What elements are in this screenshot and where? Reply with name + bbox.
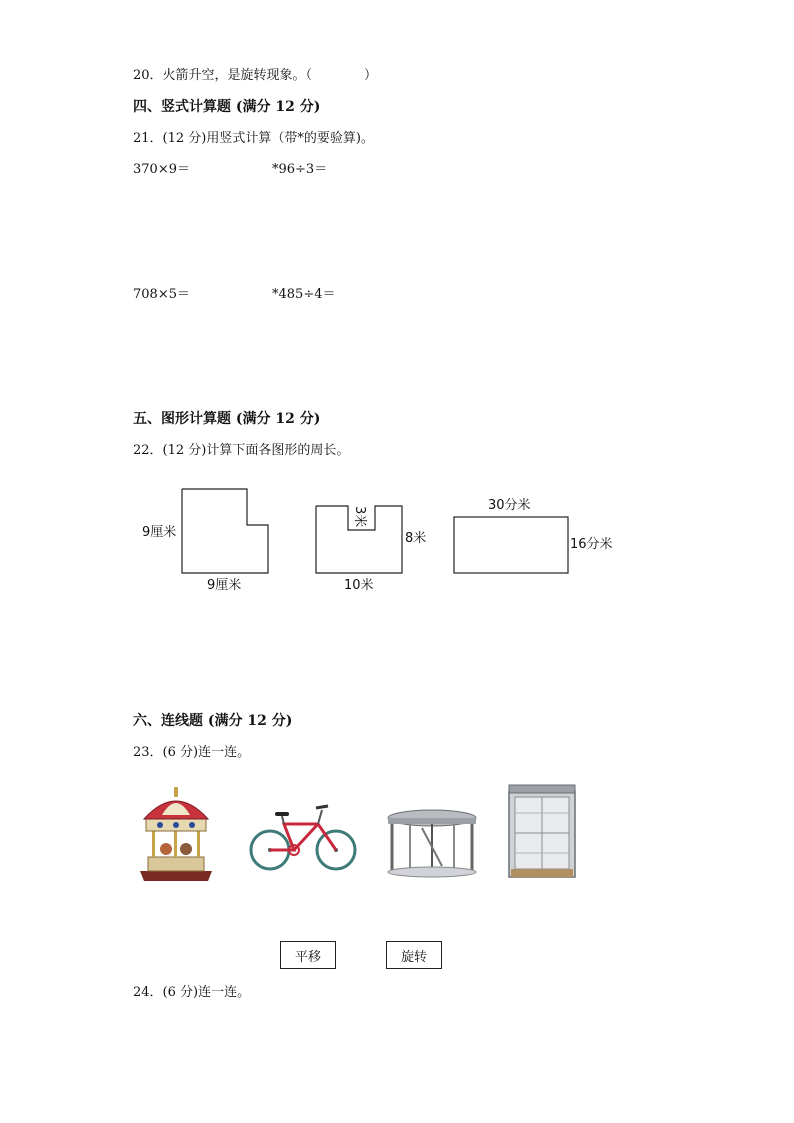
revolving-door-icon [386, 808, 478, 878]
option-rotation-box[interactable]: 旋转 [386, 941, 442, 969]
problem-3: 708×5＝ [133, 287, 190, 302]
elevator-icon [505, 783, 579, 881]
bicycle-icon [248, 800, 358, 874]
question-24-prompt: 24．(6 分)连一连。 [133, 985, 251, 1000]
shape-3-right-label: 16分米 [570, 537, 613, 552]
shape-2-notch-label: 3米 [352, 506, 367, 528]
shape-1-left-label: 9厘米 [142, 525, 177, 540]
problem-2: *96÷3＝ [272, 162, 328, 177]
section-5-heading: 五、图形计算题 (满分 12 分) [133, 411, 321, 427]
shape-1-l-shape [180, 487, 272, 577]
shape-3-top-label: 30分米 [488, 498, 531, 513]
shape-1-bottom-label: 9厘米 [207, 578, 242, 593]
problem-1: 370×9＝ [133, 162, 190, 177]
question-20: 20．火箭升空，是旋转现象。（ ） [133, 68, 378, 83]
shape-2-bottom-label: 10米 [344, 578, 374, 593]
section-4-heading: 四、竖式计算题 (满分 12 分) [133, 99, 321, 115]
option-translation-box[interactable]: 平移 [280, 941, 336, 969]
shape-2-right-label: 8米 [405, 531, 427, 546]
question-21-prompt: 21．(12 分)用竖式计算（带*的要验算)。 [133, 131, 374, 146]
problem-4: *485÷4＝ [272, 287, 336, 302]
question-23-prompt: 23．(6 分)连一连。 [133, 745, 251, 760]
section-6-heading: 六、连线题 (满分 12 分) [133, 713, 293, 729]
carousel-icon [136, 785, 216, 885]
shape-3-rectangle [452, 515, 572, 577]
question-22-prompt: 22．(12 分)计算下面各图形的周长。 [133, 443, 350, 458]
